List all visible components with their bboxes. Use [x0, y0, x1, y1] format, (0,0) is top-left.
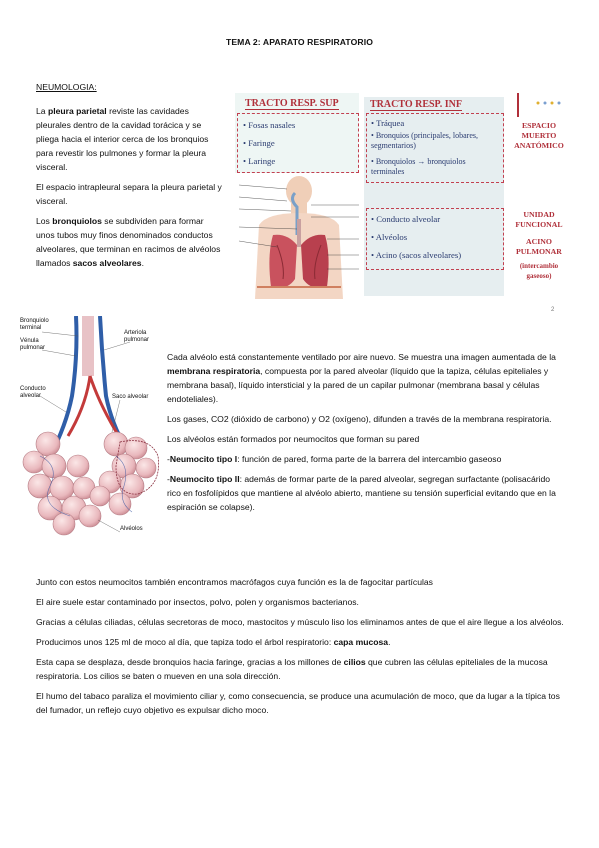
lower-item: • Bronquios (principales, lobares, segmentarios) [371, 131, 479, 150]
bold-term: Neumocito tipo II [169, 474, 240, 484]
paragraph-membrana [167, 350, 563, 406]
text-run: . [388, 637, 391, 647]
upper-tract-title: TRACTO RESP. SUP [245, 98, 339, 109]
bold-term: cilios [343, 657, 366, 667]
text-run: : función de pared, forma parte de la barrera del intercambio gaseoso [237, 454, 502, 464]
label-espacio-muerto: ESPACIO MUERTO ANATÓMICO [514, 121, 564, 150]
paragraph-gases: Los gases, CO2 (dióxido de carbono) y O2 (oxígeno), difunden a través de la membrana respiratoria. [167, 414, 552, 424]
page-title: TEMA 2: APARATO RESPIRATORIO [226, 37, 373, 47]
torso-lungs-illustration [237, 175, 361, 299]
paragraph-contaminacion: El aire suele estar contaminado por insectos, polvo, polen y organismos bacterianos. [36, 597, 359, 607]
label-unidad-funcional: UNIDAD FUNCIONAL [515, 210, 563, 229]
bold-term: membrana respiratoria [167, 366, 261, 376]
paragraph-bronquiolos [36, 214, 224, 270]
alveolus-figure [20, 316, 166, 538]
respiratory-tract-diagram [235, 93, 567, 313]
lower-item: • Conducto alveolar [371, 214, 441, 224]
bold-term: pleura parietal [47, 106, 107, 116]
label-acino-sub: (intercambio gaseoso) [519, 262, 559, 280]
bold-term: bronquiolos [52, 216, 102, 226]
lower-item: • Alvéolos [371, 232, 408, 242]
paragraph-intrapleural: El espacio intrapleural separa la pleura parietal y visceral. [36, 182, 222, 206]
text-run: , compuesta por la pared alveolar (líquido que la tapiza, células epiteliales y membrana basal), líquido intersticial y la pared de un capilar pulmonar (membrana basal y células endoteliales). [167, 366, 549, 404]
text-run: se subdividen para formar unos tubos muy finos denominados conductos alveolares, que terminan en racimos de alvéolos llamados [36, 216, 221, 268]
paragraph-neumocito-1 [167, 452, 563, 466]
lower-tract-title: TRACTO RESP. INF [370, 99, 462, 110]
text-run: - [167, 474, 170, 484]
label-saco: Saco alveolar [112, 394, 149, 400]
text-run: Los [36, 216, 53, 226]
label-arteriola: Arteriola pulmonar [124, 330, 150, 343]
text-run: Producimos unos 125 ml de moco al día, que tapiza todo el árbol respiratorio: [36, 637, 334, 647]
paragraph-eliminacion: Gracias a células ciliadas, células secretoras de moco, mastocitos y músculo liso los eliminamos antes de que el aire llegue a los alvéolos. [36, 617, 564, 627]
bold-term: sacos alveolares [72, 258, 142, 268]
text-run: que cubren las células epiteliales de la mucosa respiratoria. Los cilios se baten o mueven en una sola dirección. [36, 657, 548, 681]
bottom-text-block [36, 575, 566, 717]
text-run: - [167, 454, 170, 464]
red-rule [517, 93, 519, 117]
text-run: . [141, 258, 144, 268]
upper-item: • Faringe [243, 138, 275, 148]
dots-decoration [535, 95, 563, 105]
paragraph-neumocitos: Los alvéolos están formados por neumocitos que forman su pared [167, 434, 420, 444]
left-column [36, 104, 224, 270]
label-venula: Vénula pulmonar [20, 338, 46, 351]
label-bronquiolo: Bronquiolo terminal [20, 318, 49, 331]
middle-text-block [167, 350, 563, 514]
paragraph-pleura [36, 104, 224, 174]
bold-term: capa mucosa [333, 637, 389, 647]
upper-item: • Fosas nasales [243, 120, 296, 130]
label-conducto: Conducto alveolar [20, 386, 46, 399]
bold-term: Neumocito tipo I [169, 454, 238, 464]
paragraph-neumocito-2 [167, 472, 563, 514]
slide-page-number: 2 [551, 307, 555, 313]
text-run: : además de formar parte de la pared alveolar, segregan surfactante (polisacárido rico en fosfolípidos que mantiene al alvéolo abierto, mantiene su tensión superficial evitando que en la espiración se colapse). [167, 474, 556, 512]
text-run: Cada alvéolo está constantemente ventilado por aire nuevo. Se muestra una imagen aumentada de la [167, 352, 556, 362]
text-run: reviste las cavidades pleurales dentro de la cavidad torácica y se pliega hacia el interior cerca de los bronquios para revestir los pulmones y formar la pleura visceral. [36, 106, 209, 172]
paragraph-tabaco: El humo del tabaco paraliza el movimiento ciliar y, como consecuencia, se produce una acumulación de moco, que da lugar a la típica tos del fumador, un reflejo cuyo objetivo es expulsar dicho moco. [36, 691, 560, 715]
paragraph-moco [36, 635, 566, 649]
lower-item: • Acino (sacos alveolares) [371, 250, 462, 260]
upper-item: • Laringe [243, 156, 276, 166]
label-alveolos: Alvéolos [120, 526, 143, 532]
paragraph-cilios [36, 655, 566, 683]
section-heading: NEUMOLOGIA: [36, 82, 97, 92]
text-run: La [36, 106, 48, 116]
lower-item: • Tráquea [371, 118, 405, 128]
lower-item: • Bronquiolos → bronquiolos terminales [371, 157, 466, 176]
text-run: Esta capa se desplaza, desde bronquios hacia faringe, gracias a los millones de [36, 657, 344, 667]
label-acino-pulmonar: ACINO PULMONAR [516, 237, 562, 256]
paragraph-macrofagos: Junto con estos neumocitos también encontramos macrófagos cuya función es la de fagocitar partículas [36, 577, 433, 587]
